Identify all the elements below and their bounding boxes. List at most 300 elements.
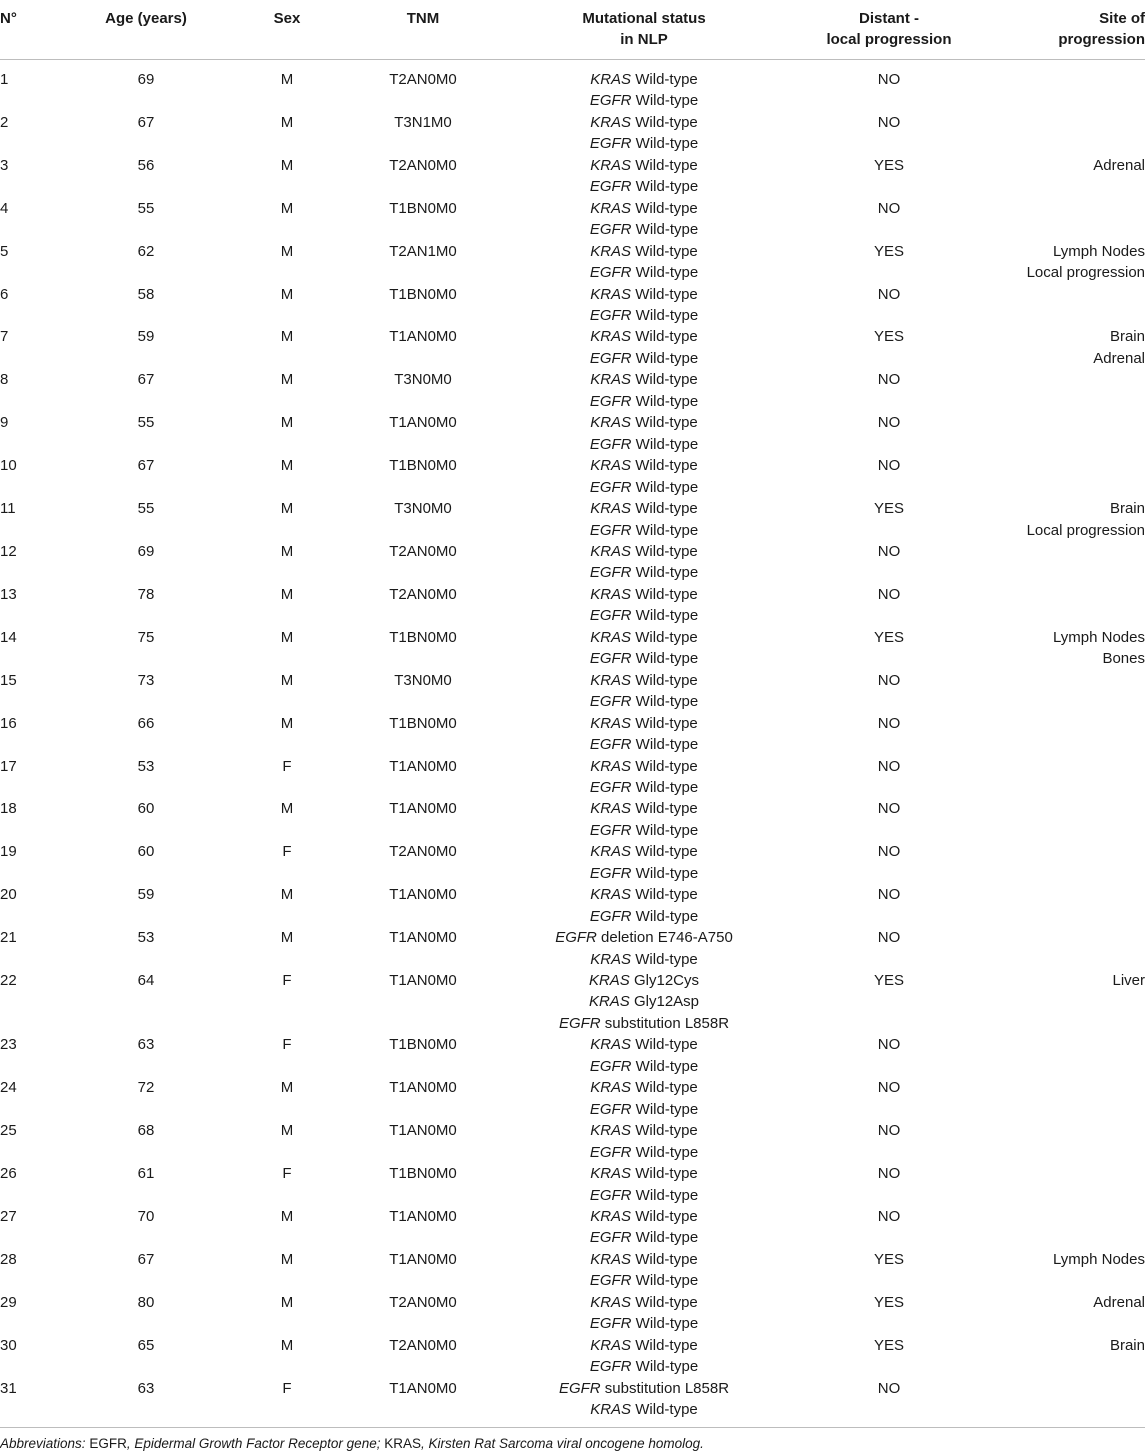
cell-age: 55 bbox=[137, 414, 155, 432]
mutation-desc: Wild-type bbox=[635, 1057, 699, 1075]
cell-tnm: T1AN0M0 bbox=[389, 328, 457, 346]
cell-age: 66 bbox=[137, 714, 155, 732]
site-line: Lymph Nodes bbox=[1053, 242, 1145, 260]
gene-name: KRAS bbox=[590, 757, 632, 775]
mutation-line bbox=[494, 1292, 794, 1313]
cell-mutational-status bbox=[494, 284, 794, 327]
table-row bbox=[0, 970, 1145, 1034]
mutation-line bbox=[494, 1206, 794, 1227]
cell-tnm: T3N0M0 bbox=[394, 371, 452, 389]
mutation-desc: Wild-type bbox=[635, 1272, 699, 1290]
cell-tnm: T2AN0M0 bbox=[389, 1336, 457, 1354]
cell-tnm: T1BN0M0 bbox=[389, 457, 457, 475]
mutation-line bbox=[494, 176, 794, 197]
header-progression bbox=[794, 0, 984, 60]
mutation-desc: substitution L858R bbox=[604, 1379, 730, 1397]
header-line: Site of bbox=[1099, 10, 1145, 27]
cell-sex: M bbox=[280, 285, 294, 303]
cell-progression: YES bbox=[873, 972, 904, 990]
cell-tnm: T2AN0M0 bbox=[389, 156, 457, 174]
gene-name: EGFR bbox=[589, 1100, 632, 1118]
cell-age: 72 bbox=[137, 1079, 155, 1097]
mutation-line bbox=[494, 648, 794, 669]
mutation-line bbox=[494, 326, 794, 347]
mutation-line bbox=[494, 627, 794, 648]
table-row bbox=[0, 756, 1145, 799]
gene-name: KRAS bbox=[590, 500, 632, 518]
footnote-text: , Kirsten Rat Sarcoma viral oncogene homolog. bbox=[420, 1436, 704, 1451]
cell-mutational-status bbox=[494, 884, 794, 927]
mutation-desc: Wild-type bbox=[635, 1293, 698, 1311]
gene-name: EGFR bbox=[589, 778, 632, 796]
gene-name: EGFR bbox=[555, 929, 597, 947]
gene-name: KRAS bbox=[590, 628, 632, 646]
cell-progression: NO bbox=[877, 843, 901, 861]
gene-name: EGFR bbox=[589, 1229, 632, 1247]
gene-name: EGFR bbox=[589, 521, 632, 539]
mutation-line bbox=[494, 305, 794, 326]
mutation-desc: Wild-type bbox=[635, 435, 699, 453]
site-line: Adrenal bbox=[1093, 1293, 1145, 1311]
footnote-text: , Epidermal Growth Factor Receptor gene; bbox=[126, 1436, 385, 1451]
site-line: Adrenal bbox=[1093, 156, 1145, 174]
cell-mutational-status bbox=[494, 1163, 794, 1206]
cell-mutational-status bbox=[494, 756, 794, 799]
mutation-line bbox=[494, 155, 794, 176]
cell-sex: F bbox=[282, 757, 292, 775]
gene-name: KRAS bbox=[590, 1293, 632, 1311]
cell-sex: M bbox=[280, 714, 294, 732]
cell-sex: M bbox=[280, 371, 294, 389]
gene-name: EGFR bbox=[589, 135, 632, 153]
cell-age: 62 bbox=[137, 242, 155, 260]
mutation-line bbox=[494, 434, 794, 455]
gene-name: KRAS bbox=[590, 414, 632, 432]
cell-mutational-status bbox=[494, 198, 794, 241]
gene-name: EGFR bbox=[589, 821, 632, 839]
mutation-line bbox=[494, 198, 794, 219]
cell-sex: M bbox=[280, 542, 294, 560]
cell-mutational-status bbox=[494, 970, 794, 1034]
gene-name: KRAS bbox=[590, 800, 632, 818]
cell-mutational-status bbox=[494, 1120, 794, 1163]
cell-site bbox=[984, 60, 1145, 112]
mutation-desc: Wild-type bbox=[635, 285, 698, 303]
mutation-line bbox=[494, 906, 794, 927]
cell-progression: NO bbox=[877, 1122, 901, 1140]
table-row bbox=[0, 1120, 1145, 1163]
gene-name: KRAS bbox=[590, 843, 632, 861]
mutation-line bbox=[494, 991, 794, 1012]
mutation-desc: Gly12Asp bbox=[633, 993, 700, 1011]
cell-age: 75 bbox=[137, 628, 155, 646]
cell-sex: M bbox=[280, 1208, 294, 1226]
cell-tnm: T1AN0M0 bbox=[389, 1250, 457, 1268]
table-row bbox=[0, 284, 1145, 327]
cell-number: 28 bbox=[0, 1250, 17, 1268]
cell-sex: M bbox=[280, 671, 294, 689]
cell-tnm: T1BN0M0 bbox=[389, 1036, 457, 1054]
gene-name: EGFR bbox=[589, 178, 632, 196]
cell-age: 53 bbox=[137, 929, 155, 947]
cell-progression: NO bbox=[877, 1036, 901, 1054]
cell-number: 31 bbox=[0, 1378, 70, 1427]
cell-progression: NO bbox=[877, 1165, 901, 1183]
mutation-line bbox=[494, 841, 794, 862]
table-row bbox=[0, 412, 1145, 455]
mutation-desc: Wild-type bbox=[635, 349, 699, 367]
table-row bbox=[0, 1034, 1145, 1077]
cell-sex: M bbox=[280, 414, 294, 432]
gene-name: KRAS bbox=[590, 285, 632, 303]
cell-age: 63 bbox=[137, 1036, 155, 1054]
cell-site bbox=[984, 1249, 1145, 1292]
cell-tnm: T1AN0M0 bbox=[389, 1079, 457, 1097]
mutation-line bbox=[494, 1034, 794, 1055]
table-row bbox=[0, 1335, 1145, 1378]
cell-number: 1 bbox=[0, 71, 9, 88]
mutation-line bbox=[494, 670, 794, 691]
cell-sex: F bbox=[282, 843, 292, 861]
mutation-desc: Wild-type bbox=[635, 71, 698, 88]
cell-number: 14 bbox=[0, 628, 17, 646]
cell-mutational-status bbox=[494, 241, 794, 284]
cell-tnm: T1AN0M0 bbox=[389, 886, 457, 904]
gene-name: EGFR bbox=[589, 392, 632, 410]
gene-name: KRAS bbox=[588, 993, 630, 1011]
cell-number: 7 bbox=[0, 328, 9, 346]
mutation-line bbox=[494, 1227, 794, 1248]
mutation-line bbox=[494, 1378, 794, 1399]
mutation-line bbox=[494, 498, 794, 519]
mutation-line bbox=[494, 863, 794, 884]
cell-age: 73 bbox=[137, 671, 155, 689]
cell-tnm: T1AN0M0 bbox=[389, 972, 457, 990]
cell-site bbox=[984, 455, 1145, 498]
cell-number: 5 bbox=[0, 242, 9, 260]
mutation-desc: Wild-type bbox=[635, 414, 698, 432]
site-line: Lymph Nodes bbox=[1053, 1250, 1145, 1268]
table-row bbox=[0, 1077, 1145, 1120]
mutation-desc: Wild-type bbox=[635, 714, 698, 732]
cell-tnm: T1AN0M0 bbox=[389, 414, 457, 432]
table-header-row bbox=[0, 0, 1145, 60]
mutation-desc: Wild-type bbox=[635, 457, 698, 475]
mutation-line bbox=[494, 884, 794, 905]
mutation-desc: Wild-type bbox=[635, 542, 698, 560]
site-line: Bones bbox=[1102, 650, 1145, 668]
cell-site bbox=[984, 369, 1145, 412]
gene-name: KRAS bbox=[590, 1122, 632, 1140]
cell-mutational-status bbox=[494, 1335, 794, 1378]
mutation-desc: Wild-type bbox=[635, 693, 699, 711]
cell-progression: YES bbox=[873, 628, 904, 646]
cell-age: 59 bbox=[137, 328, 155, 346]
mutation-line bbox=[494, 734, 794, 755]
cell-age: 60 bbox=[137, 800, 155, 818]
cell-number: 23 bbox=[0, 1036, 17, 1054]
site-line: Brain bbox=[1109, 328, 1145, 346]
cell-progression: NO bbox=[877, 371, 901, 389]
mutation-desc: Wild-type bbox=[635, 478, 699, 496]
mutation-desc: Wild-type bbox=[635, 306, 699, 324]
cell-age: 55 bbox=[137, 199, 155, 217]
mutation-desc: Wild-type bbox=[635, 950, 698, 968]
cell-number: 8 bbox=[0, 371, 9, 389]
cell-progression: NO bbox=[877, 285, 901, 303]
cell-number: 25 bbox=[0, 1122, 17, 1140]
header-line: in NLP bbox=[620, 31, 668, 48]
mutation-desc: Wild-type bbox=[635, 135, 699, 153]
header-number: N° bbox=[0, 0, 70, 60]
mutation-line bbox=[494, 1356, 794, 1377]
cell-site bbox=[984, 970, 1145, 1034]
header-line: progression bbox=[1058, 31, 1145, 48]
mutation-line bbox=[494, 1313, 794, 1334]
cell-age: 78 bbox=[137, 585, 155, 603]
cell-sex: M bbox=[280, 71, 294, 88]
gene-name: EGFR bbox=[589, 607, 632, 625]
cell-sex: M bbox=[280, 242, 294, 260]
mutation-line bbox=[494, 1056, 794, 1077]
cell-site bbox=[984, 498, 1145, 541]
mutation-line bbox=[494, 455, 794, 476]
gene-name: KRAS bbox=[590, 714, 632, 732]
mutation-desc: Wild-type bbox=[635, 564, 699, 582]
gene-name: KRAS bbox=[590, 199, 632, 217]
gene-name: KRAS bbox=[590, 1401, 632, 1419]
table-row bbox=[0, 112, 1145, 155]
cell-mutational-status bbox=[494, 1249, 794, 1292]
cell-sex: M bbox=[280, 500, 294, 518]
table-row bbox=[0, 798, 1145, 841]
footnote bbox=[0, 1436, 704, 1451]
cell-mutational-status bbox=[494, 1378, 794, 1427]
cell-age: 69 bbox=[137, 71, 155, 88]
mutation-line bbox=[494, 348, 794, 369]
table-row bbox=[0, 627, 1145, 670]
cell-site bbox=[984, 155, 1145, 198]
gene-name: EGFR bbox=[589, 1057, 632, 1075]
mutation-desc: Gly12Cys bbox=[634, 972, 700, 990]
table-row bbox=[0, 1249, 1145, 1292]
header-line: local progression bbox=[826, 31, 952, 48]
mutation-line bbox=[494, 1142, 794, 1163]
cell-tnm: T3N0M0 bbox=[394, 671, 452, 689]
cell-tnm: T2AN0M0 bbox=[389, 843, 457, 861]
cell-age: 59 bbox=[137, 886, 155, 904]
table-row bbox=[0, 326, 1145, 369]
cell-progression: NO bbox=[877, 1079, 901, 1097]
cell-mutational-status bbox=[494, 584, 794, 627]
mutation-line bbox=[494, 369, 794, 390]
cell-sex: M bbox=[280, 1250, 294, 1268]
cell-mutational-status bbox=[494, 155, 794, 198]
cell-age: 64 bbox=[137, 972, 155, 990]
mutation-line bbox=[494, 90, 794, 111]
mutation-line bbox=[494, 562, 794, 583]
mutation-desc: Wild-type bbox=[635, 521, 699, 539]
mutation-desc: Wild-type bbox=[635, 1208, 698, 1226]
site-line: Brain bbox=[1109, 500, 1145, 518]
mutation-desc: Wild-type bbox=[635, 1401, 698, 1419]
cell-number: 16 bbox=[0, 714, 17, 732]
site-line: Local progression bbox=[1026, 521, 1145, 539]
mutation-desc: Wild-type bbox=[635, 221, 699, 239]
cell-number: 6 bbox=[0, 285, 9, 303]
cell-number: 10 bbox=[0, 457, 17, 475]
mutation-desc: Wild-type bbox=[635, 500, 698, 518]
cell-mutational-status bbox=[494, 1077, 794, 1120]
mutation-line bbox=[494, 756, 794, 777]
cell-progression: YES bbox=[873, 1250, 904, 1268]
cell-number: 13 bbox=[0, 585, 17, 603]
cell-mutational-status bbox=[494, 798, 794, 841]
gene-name: EGFR bbox=[589, 864, 632, 882]
gene-name: EGFR bbox=[589, 349, 632, 367]
cell-sex: M bbox=[280, 1293, 294, 1311]
cell-number: 27 bbox=[0, 1208, 17, 1226]
mutation-desc: Wild-type bbox=[635, 1315, 699, 1333]
cell-mutational-status bbox=[494, 498, 794, 541]
cell-progression: NO bbox=[877, 757, 901, 775]
mutation-line bbox=[494, 949, 794, 970]
cell-sex: F bbox=[282, 1036, 292, 1054]
cell-tnm: T1AN0M0 bbox=[352, 1378, 494, 1427]
cell-progression: YES bbox=[873, 1336, 904, 1354]
cell-site bbox=[984, 112, 1145, 155]
cell-age: 65 bbox=[137, 1336, 155, 1354]
site-line: Adrenal bbox=[1093, 349, 1145, 367]
mutation-desc: Wild-type bbox=[635, 92, 699, 110]
mutation-desc: Wild-type bbox=[635, 1036, 698, 1054]
cell-site bbox=[984, 1292, 1145, 1335]
cell-progression: NO bbox=[877, 585, 901, 603]
table-body bbox=[0, 60, 1145, 1428]
cell-age: 63 bbox=[70, 1378, 222, 1427]
cell-site bbox=[984, 1378, 1145, 1427]
site-line: Liver bbox=[1112, 972, 1145, 990]
mutation-line bbox=[494, 284, 794, 305]
gene-name: KRAS bbox=[590, 156, 632, 174]
mutation-line bbox=[494, 541, 794, 562]
cell-number: 26 bbox=[0, 1165, 17, 1183]
mutation-line bbox=[494, 584, 794, 605]
cell-site bbox=[984, 284, 1145, 327]
mutation-line bbox=[494, 520, 794, 541]
gene-name: KRAS bbox=[590, 886, 632, 904]
cell-number: 21 bbox=[0, 929, 17, 947]
cell-site bbox=[984, 627, 1145, 670]
mutation-desc: Wild-type bbox=[635, 264, 699, 282]
mutation-line bbox=[494, 1013, 794, 1034]
mutation-desc: substitution L858R bbox=[604, 1014, 730, 1032]
cell-sex: M bbox=[280, 1336, 294, 1354]
mutation-line bbox=[494, 777, 794, 798]
gene-name: KRAS bbox=[590, 71, 632, 88]
table-row bbox=[0, 498, 1145, 541]
gene-name: EGFR bbox=[589, 1186, 632, 1204]
cell-number: 11 bbox=[0, 500, 16, 518]
cell-tnm: T2AN0M0 bbox=[389, 1293, 457, 1311]
cell-age: 56 bbox=[137, 156, 155, 174]
footnote-label: Abbreviations: bbox=[0, 1436, 86, 1451]
mutation-line bbox=[494, 262, 794, 283]
mutation-desc: Wild-type bbox=[635, 1336, 698, 1354]
table-row bbox=[0, 1292, 1145, 1335]
cell-tnm: T1BN0M0 bbox=[389, 285, 457, 303]
mutation-desc: Wild-type bbox=[635, 778, 699, 796]
gene-name: KRAS bbox=[590, 542, 632, 560]
table-row bbox=[0, 841, 1145, 884]
cell-tnm: T1BN0M0 bbox=[389, 628, 457, 646]
header-line: Mutational status bbox=[582, 10, 706, 27]
cell-mutational-status bbox=[494, 112, 794, 155]
cell-sex: M bbox=[280, 628, 294, 646]
mutation-line bbox=[494, 112, 794, 133]
cell-mutational-status bbox=[494, 1034, 794, 1077]
cell-number: 22 bbox=[0, 972, 17, 990]
cell-number: 30 bbox=[0, 1336, 17, 1354]
cell-tnm: T1AN0M0 bbox=[389, 929, 457, 947]
cell-tnm: T3N1M0 bbox=[394, 113, 452, 131]
cell-sex: M bbox=[280, 929, 294, 947]
gene-name: KRAS bbox=[590, 371, 632, 389]
cell-age: 67 bbox=[137, 371, 155, 389]
mutation-line bbox=[494, 798, 794, 819]
cell-site bbox=[984, 584, 1145, 627]
cell-number: 17 bbox=[0, 757, 17, 775]
gene-name: EGFR bbox=[589, 1315, 632, 1333]
cell-sex: M bbox=[280, 156, 294, 174]
mutation-line bbox=[494, 477, 794, 498]
cell-tnm: T1AN0M0 bbox=[389, 1208, 457, 1226]
cell-mutational-status bbox=[494, 841, 794, 884]
cell-progression: YES bbox=[873, 242, 904, 260]
mutation-desc: Wild-type bbox=[635, 1186, 699, 1204]
mutation-desc: Wild-type bbox=[635, 392, 699, 410]
cell-tnm: T3N0M0 bbox=[394, 500, 452, 518]
mutation-desc: Wild-type bbox=[635, 1143, 699, 1161]
cell-mutational-status bbox=[494, 60, 794, 112]
cell-progression: NO bbox=[794, 1378, 984, 1427]
cell-tnm: T1AN0M0 bbox=[389, 800, 457, 818]
table-row bbox=[0, 670, 1145, 713]
cell-mutational-status bbox=[494, 541, 794, 584]
cell-number: 9 bbox=[0, 414, 9, 432]
mutation-desc: Wild-type bbox=[635, 736, 699, 754]
cell-age: 53 bbox=[137, 757, 155, 775]
cell-sex: M bbox=[280, 457, 294, 475]
mutation-line bbox=[494, 219, 794, 240]
gene-name: EGFR bbox=[589, 1272, 632, 1290]
cell-site bbox=[984, 884, 1145, 927]
cell-mutational-status bbox=[494, 369, 794, 412]
header-line: Distant - bbox=[859, 10, 919, 27]
cell-tnm: T1AN0M0 bbox=[389, 757, 457, 775]
cell-site bbox=[984, 670, 1145, 713]
cell-site bbox=[984, 713, 1145, 756]
cell-age: 67 bbox=[137, 457, 155, 475]
header-mutational-status bbox=[494, 0, 794, 60]
mutation-desc: Wild-type bbox=[635, 371, 698, 389]
gene-name: EGFR bbox=[558, 1014, 601, 1032]
cell-progression: NO bbox=[877, 1208, 901, 1226]
mutation-desc: Wild-type bbox=[635, 242, 698, 260]
cell-sex: M bbox=[280, 113, 294, 131]
mutation-desc: Wild-type bbox=[635, 821, 699, 839]
cell-number: 2 bbox=[0, 113, 9, 131]
